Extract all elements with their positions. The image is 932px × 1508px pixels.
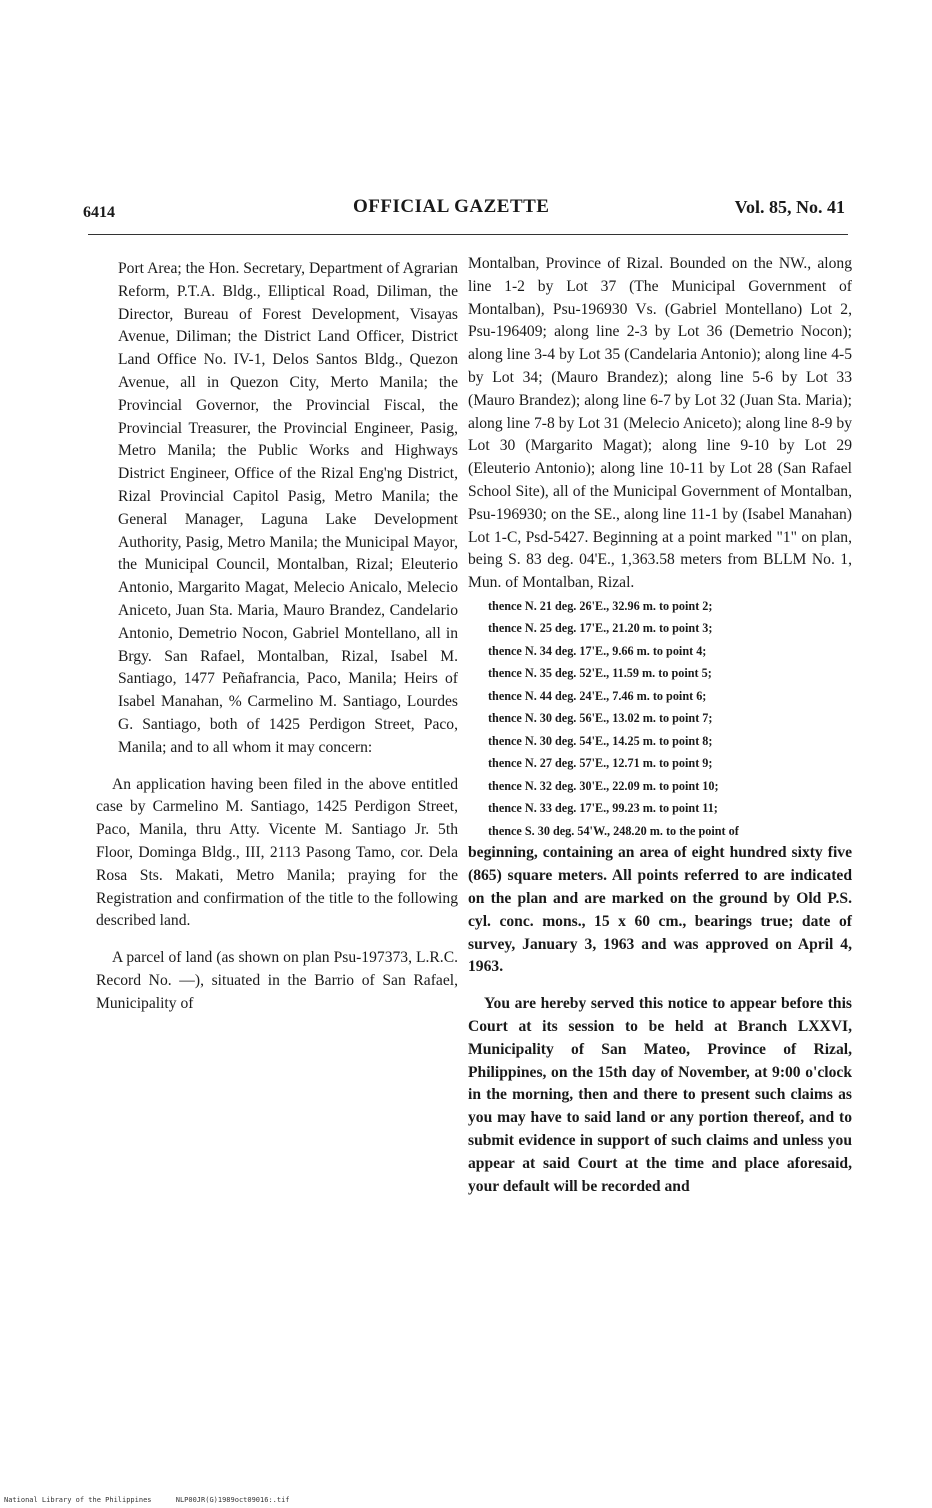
right-column [468, 253, 852, 1198]
survey-call: thence N. 30 deg. 56'E., 13.02 m. to point 7; [488, 711, 713, 726]
survey-call: thence N. 35 deg. 52'E., 11.59 m. to point 5; [488, 666, 712, 681]
parcel-paragraph: A parcel of land (as shown on plan Psu-197373, L.R.C. Record No. —), situated in the Barrio of San Rafael, Municipality of [96, 949, 458, 1012]
survey-calls-list [468, 595, 852, 843]
boundaries-paragraph: Montalban, Province of Rizal. Bounded on the NW., along line 1-2 by Lot 37 (The Municipal Government of Montalban), Psu-196930 Vs. (Gabriel Montellano) Lot 2, Psu-196409; along line 2-3 by Lot 36 (Demetrio Nocon); along line 3-4 by Lot 35 (Candelaria Antonio); along line 4-5 by Lot 34; (Mauro Brandez); along line 5-6 by Lot 33 (Mauro Brandez); along line 6-7 by Lot 32 (Juan Sta. Maria); along line 7-8 by Lot 31 (Melecio Aniceto); along line 8-9 by Lot 30 (Margarito Magat); along line 9-10 by Lot 29 (Eleuterio Antonio); along line 10-11 by Lot 28 (San Rafael School Site), all of the Municipal Government of Montalban, Psu-196930; on the SE., along line 11-1 by (Isabel Manahan) Lot 1-C, Psd-5427. Beginning at a point marked "1" on plan, being S. 83 deg. 04'E., 1,363.58 meters from BLLM No. 1, Mun. of Montalban, Rizal. [468, 255, 852, 592]
application-paragraph: An application having been filed in the above entitled case by Carmelino M. Santiago, 1425 Perdigon Street, Paco, Manila, thru Atty. Vicente M. Santiago Jr. 5th Floor, Dominga Bldg., III, 2113 Pasong Tamo, cor. Dela Rosa Sts. Makati, Metro Manila; praying for the Registration and confirmation of the title to the following described land. [96, 775, 458, 930]
survey-call: thence N. 25 deg. 17'E., 21.20 m. to point 3; [488, 621, 713, 636]
header-rule [88, 234, 848, 235]
notice-addressees: Port Area; the Hon. Secretary, Department of Agrarian Reform, P.T.A. Bldg., Elliptical Road, Diliman, the Director, Bureau of Forest Development, Visayas Avenue, Diliman; the District Land Officer, District Land Office No. IV-1, Delos Santos Bldg., Quezon Avenue, all in Quezon City, Merto Manila; the Provincial Governor, the Provincial Fiscal, the Provincial Treasurer, the Provincial Engineer, Pasig, Metro Manila; the Public Works and Highways District Engineer, Office of the Rizal Eng'ng District, Rizal Provincial Capitol Pasig, Metro Manila; the General Manager, Laguna Lake Development Authority, Pasig, Metro Manila; the Municipal Mayor, the Municipal Council, Montalban, Rizal; Eleuterio Antonio, Margarito Magat, Melecio Anicalo, Melecio Aniceto, Juan Sta. Maria, Mauro Brandez, Candelario Antonio, Demetrio Nocon, Gabriel Montellano, all in Brgy. San Rafael, Montalban, Rizal, Isabel M. Santiago, 1477 Peñafrancia, Paco, Manila; Heirs of Isabel Manahan, % Carmelino M. Santiago, Lourdes G. Santiago, both of 1425 Perdigon Street, Paco, Manila; and to all whom it may concern: [118, 260, 458, 756]
summons-paragraph: You are hereby served this notice to appear before this Court at its session to be held at Branch LXXVI, Municipality of San Mateo, Province of Rizal, Philippines, on the 15th day of November, at 9:00 o'clock in the morning, then and there to present such claims as you may have to said land or any portion thereof, and to submit evidence in support of such claims and unless you appear at said Court at the time and place aforesaid, your default will be recorded and [468, 995, 852, 1195]
volume-issue: Vol. 85, No. 41 [734, 197, 845, 217]
survey-call: thence N. 32 deg. 30'E., 22.09 m. to point 10; [488, 778, 719, 793]
survey-call: thence N. 21 deg. 26'E., 32.96 m. to point 2; [488, 598, 713, 613]
survey-call: thence N. 27 deg. 57'E., 12.71 m. to point 9; [488, 756, 713, 771]
survey-call: thence N. 44 deg. 24'E., 7.46 m. to point 6; [488, 688, 707, 703]
left-column [96, 258, 458, 1016]
footer-file-id: NLP00JR(G)1989oct09016:.tif [175, 1496, 290, 1504]
survey-call: thence N. 30 deg. 54'E., 14.25 m. to point 8; [488, 733, 713, 748]
survey-call: thence N. 34 deg. 17'E., 9.66 m. to point 4; [488, 643, 707, 658]
survey-call: thence N. 33 deg. 17'E., 99.23 m. to point 11; [488, 801, 718, 816]
area-paragraph: beginning, containing an area of eight hundred sixty five (865) square meters. All points referred to are indicated on the plan and are marked on the ground by Old P.S. cyl. conc. mons., 15 x 60 cm., bearings true; date of survey, January 3, 1963 and was approved on April 4, 1963. [468, 844, 852, 976]
survey-call: thence S. 30 deg. 54'W., 248.20 m. to the point of [488, 823, 739, 838]
running-title: OFFICIAL GAZETTE [353, 196, 550, 217]
page-number: 6414 [83, 204, 115, 221]
footer-library: National Library of the Philippines [4, 1496, 152, 1504]
scan-footer [4, 1496, 310, 1504]
page-header [83, 196, 853, 224]
